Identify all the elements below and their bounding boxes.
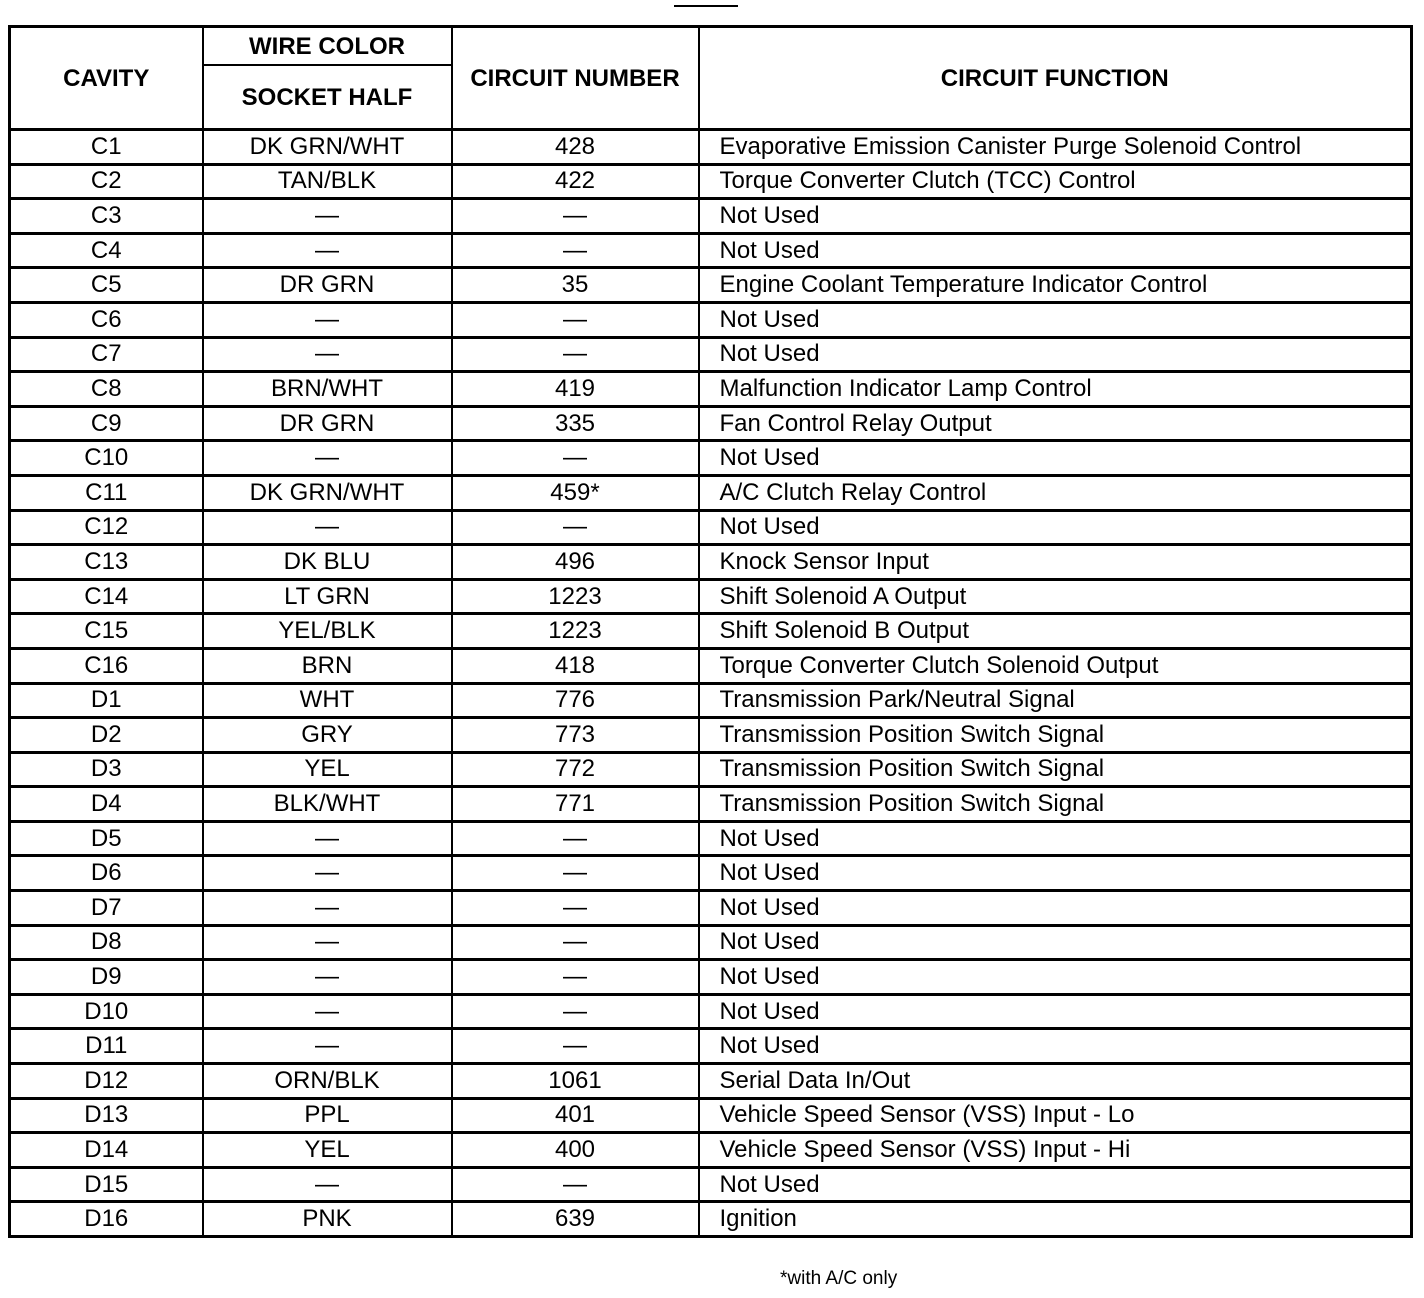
circuit-number-cell: — xyxy=(452,821,699,856)
circuit-function-cell: Not Used xyxy=(699,199,1412,234)
wire-color-cell: BRN xyxy=(203,648,452,683)
circuit-function-cell: Not Used xyxy=(699,891,1412,926)
table-row xyxy=(10,1167,1412,1202)
cavity-cell: D8 xyxy=(10,925,203,960)
circuit-number-cell: — xyxy=(452,199,699,234)
circuit-number-cell: — xyxy=(452,1167,699,1202)
circuit-function-cell: Not Used xyxy=(699,821,1412,856)
circuit-function-cell: Evaporative Emission Canister Purge Solenoid Control xyxy=(699,130,1412,165)
wire-color-cell: PNK xyxy=(203,1202,452,1237)
header-circuit-function: CIRCUIT FUNCTION xyxy=(699,27,1412,130)
wire-color-cell: YEL xyxy=(203,1133,452,1168)
cavity-cell: D2 xyxy=(10,718,203,753)
circuit-number-cell: 428 xyxy=(452,130,699,165)
circuit-number-cell: 773 xyxy=(452,718,699,753)
circuit-number-cell: 335 xyxy=(452,406,699,441)
cavity-cell: D12 xyxy=(10,1064,203,1099)
table-row xyxy=(10,475,1412,510)
circuit-number-cell: — xyxy=(452,233,699,268)
wire-color-cell: — xyxy=(203,1167,452,1202)
table-row xyxy=(10,752,1412,787)
circuit-number-cell: 419 xyxy=(452,372,699,407)
table-row xyxy=(10,683,1412,718)
circuit-function-cell: Not Used xyxy=(699,925,1412,960)
wire-color-cell: — xyxy=(203,1029,452,1064)
cavity-cell: C2 xyxy=(10,164,203,199)
header-socket-half: SOCKET HALF xyxy=(203,65,452,130)
circuit-number-cell: 401 xyxy=(452,1098,699,1133)
cavity-cell: D9 xyxy=(10,960,203,995)
wire-color-cell: YEL/BLK xyxy=(203,614,452,649)
table-row xyxy=(10,545,1412,580)
cavity-cell: D15 xyxy=(10,1167,203,1202)
circuit-number-cell: 496 xyxy=(452,545,699,580)
circuit-function-cell: Vehicle Speed Sensor (VSS) Input - Hi xyxy=(699,1133,1412,1168)
wire-color-cell: — xyxy=(203,891,452,926)
wire-color-cell: DR GRN xyxy=(203,268,452,303)
cavity-cell: C3 xyxy=(10,199,203,234)
circuit-function-cell: Shift Solenoid A Output xyxy=(699,579,1412,614)
cavity-cell: C4 xyxy=(10,233,203,268)
table-row xyxy=(10,1098,1412,1133)
wire-color-cell: — xyxy=(203,337,452,372)
wire-color-cell: DK GRN/WHT xyxy=(203,130,452,165)
cavity-cell: C6 xyxy=(10,302,203,337)
cavity-cell: D3 xyxy=(10,752,203,787)
table-row xyxy=(10,233,1412,268)
circuit-function-cell: Serial Data In/Out xyxy=(699,1064,1412,1099)
circuit-function-cell: Torque Converter Clutch (TCC) Control xyxy=(699,164,1412,199)
wire-color-cell: WHT xyxy=(203,683,452,718)
circuit-function-cell: Ignition xyxy=(699,1202,1412,1237)
circuit-function-cell: Transmission Position Switch Signal xyxy=(699,787,1412,822)
table-row xyxy=(10,614,1412,649)
circuit-number-cell: 776 xyxy=(452,683,699,718)
table-row xyxy=(10,130,1412,165)
table-row xyxy=(10,925,1412,960)
wire-color-cell: LT GRN xyxy=(203,579,452,614)
wire-color-cell: DK GRN/WHT xyxy=(203,475,452,510)
circuit-function-cell: Not Used xyxy=(699,441,1412,476)
circuit-function-cell: Not Used xyxy=(699,510,1412,545)
cavity-cell: D7 xyxy=(10,891,203,926)
table-row xyxy=(10,268,1412,303)
circuit-function-cell: Not Used xyxy=(699,337,1412,372)
wire-color-cell: BRN/WHT xyxy=(203,372,452,407)
circuit-number-cell: 639 xyxy=(452,1202,699,1237)
cavity-cell: D4 xyxy=(10,787,203,822)
circuit-number-cell: 400 xyxy=(452,1133,699,1168)
circuit-function-cell: Fan Control Relay Output xyxy=(699,406,1412,441)
wire-color-cell: YEL xyxy=(203,752,452,787)
table-row xyxy=(10,856,1412,891)
circuit-number-cell: — xyxy=(452,856,699,891)
circuit-number-cell: 1223 xyxy=(452,579,699,614)
wire-color-cell: — xyxy=(203,994,452,1029)
wire-color-cell: ORN/BLK xyxy=(203,1064,452,1099)
circuit-function-cell: Not Used xyxy=(699,994,1412,1029)
circuit-function-cell: Knock Sensor Input xyxy=(699,545,1412,580)
table-row xyxy=(10,337,1412,372)
circuit-function-cell: Not Used xyxy=(699,960,1412,995)
circuit-number-cell: — xyxy=(452,337,699,372)
circuit-number-cell: 418 xyxy=(452,648,699,683)
wire-color-cell: — xyxy=(203,821,452,856)
table-row xyxy=(10,821,1412,856)
circuit-function-cell: Transmission Park/Neutral Signal xyxy=(699,683,1412,718)
circuit-number-cell: 35 xyxy=(452,268,699,303)
circuit-function-cell: Not Used xyxy=(699,302,1412,337)
table-row xyxy=(10,441,1412,476)
circuit-function-cell: Not Used xyxy=(699,856,1412,891)
table-row xyxy=(10,302,1412,337)
circuit-number-cell: — xyxy=(452,441,699,476)
table-row xyxy=(10,372,1412,407)
circuit-number-cell: — xyxy=(452,302,699,337)
table-row xyxy=(10,960,1412,995)
cavity-cell: C5 xyxy=(10,268,203,303)
cavity-cell: C13 xyxy=(10,545,203,580)
table-row xyxy=(10,1029,1412,1064)
circuit-function-cell: Transmission Position Switch Signal xyxy=(699,718,1412,753)
footnote: *with A/C only xyxy=(780,1268,898,1289)
table-row xyxy=(10,1064,1412,1099)
wire-color-cell: BLK/WHT xyxy=(203,787,452,822)
circuit-number-cell: 1061 xyxy=(452,1064,699,1099)
wire-color-cell: — xyxy=(203,199,452,234)
wire-color-cell: — xyxy=(203,856,452,891)
table-body xyxy=(10,130,1412,1237)
wire-color-cell: TAN/BLK xyxy=(203,164,452,199)
wire-color-cell: — xyxy=(203,302,452,337)
circuit-function-cell: Malfunction Indicator Lamp Control xyxy=(699,372,1412,407)
cavity-cell: D13 xyxy=(10,1098,203,1133)
cavity-cell: C10 xyxy=(10,441,203,476)
cavity-cell: D10 xyxy=(10,994,203,1029)
circuit-function-cell: A/C Clutch Relay Control xyxy=(699,475,1412,510)
wire-color-cell: — xyxy=(203,510,452,545)
table-row xyxy=(10,164,1412,199)
cavity-cell: C8 xyxy=(10,372,203,407)
circuit-number-cell: — xyxy=(452,510,699,545)
header-wire-color: WIRE COLOR xyxy=(203,27,452,66)
circuit-function-cell: Not Used xyxy=(699,233,1412,268)
cavity-cell: C15 xyxy=(10,614,203,649)
circuit-number-cell: — xyxy=(452,891,699,926)
wire-color-cell: — xyxy=(203,925,452,960)
cavity-cell: D16 xyxy=(10,1202,203,1237)
header-circuit-number: CIRCUIT NUMBER xyxy=(452,27,699,130)
cavity-cell: C16 xyxy=(10,648,203,683)
cavity-cell: D1 xyxy=(10,683,203,718)
connector-pinout-table xyxy=(8,25,1413,1238)
table-row xyxy=(10,199,1412,234)
circuit-number-cell: — xyxy=(452,925,699,960)
cavity-cell: D14 xyxy=(10,1133,203,1168)
table-row xyxy=(10,787,1412,822)
circuit-number-cell: — xyxy=(452,1029,699,1064)
table-row xyxy=(10,718,1412,753)
cavity-cell: C9 xyxy=(10,406,203,441)
circuit-number-cell: 422 xyxy=(452,164,699,199)
table-row xyxy=(10,648,1412,683)
wire-color-cell: DR GRN xyxy=(203,406,452,441)
top-rule xyxy=(674,5,738,7)
cavity-cell: C7 xyxy=(10,337,203,372)
circuit-number-cell: — xyxy=(452,994,699,1029)
table-row xyxy=(10,994,1412,1029)
cavity-cell: D5 xyxy=(10,821,203,856)
table-row xyxy=(10,510,1412,545)
circuit-function-cell: Torque Converter Clutch Solenoid Output xyxy=(699,648,1412,683)
wire-color-cell: GRY xyxy=(203,718,452,753)
circuit-number-cell: 459* xyxy=(452,475,699,510)
circuit-function-cell: Not Used xyxy=(699,1167,1412,1202)
cavity-cell: C1 xyxy=(10,130,203,165)
table-row xyxy=(10,1133,1412,1168)
table-row xyxy=(10,579,1412,614)
cavity-cell: D11 xyxy=(10,1029,203,1064)
wire-color-cell: — xyxy=(203,960,452,995)
circuit-function-cell: Shift Solenoid B Output xyxy=(699,614,1412,649)
circuit-number-cell: 772 xyxy=(452,752,699,787)
cavity-cell: C12 xyxy=(10,510,203,545)
circuit-function-cell: Vehicle Speed Sensor (VSS) Input - Lo xyxy=(699,1098,1412,1133)
circuit-function-cell: Engine Coolant Temperature Indicator Control xyxy=(699,268,1412,303)
cavity-cell: D6 xyxy=(10,856,203,891)
circuit-function-cell: Transmission Position Switch Signal xyxy=(699,752,1412,787)
header-cavity: CAVITY xyxy=(10,27,203,130)
cavity-cell: C11 xyxy=(10,475,203,510)
circuit-number-cell: 771 xyxy=(452,787,699,822)
table-row xyxy=(10,406,1412,441)
table-row xyxy=(10,1202,1412,1237)
circuit-number-cell: 1223 xyxy=(452,614,699,649)
cavity-cell: C14 xyxy=(10,579,203,614)
wire-color-cell: DK BLU xyxy=(203,545,452,580)
table-header xyxy=(10,27,1412,130)
wire-color-cell: PPL xyxy=(203,1098,452,1133)
wire-color-cell: — xyxy=(203,233,452,268)
wire-color-cell: — xyxy=(203,441,452,476)
circuit-function-cell: Not Used xyxy=(699,1029,1412,1064)
table-row xyxy=(10,891,1412,926)
circuit-number-cell: — xyxy=(452,960,699,995)
